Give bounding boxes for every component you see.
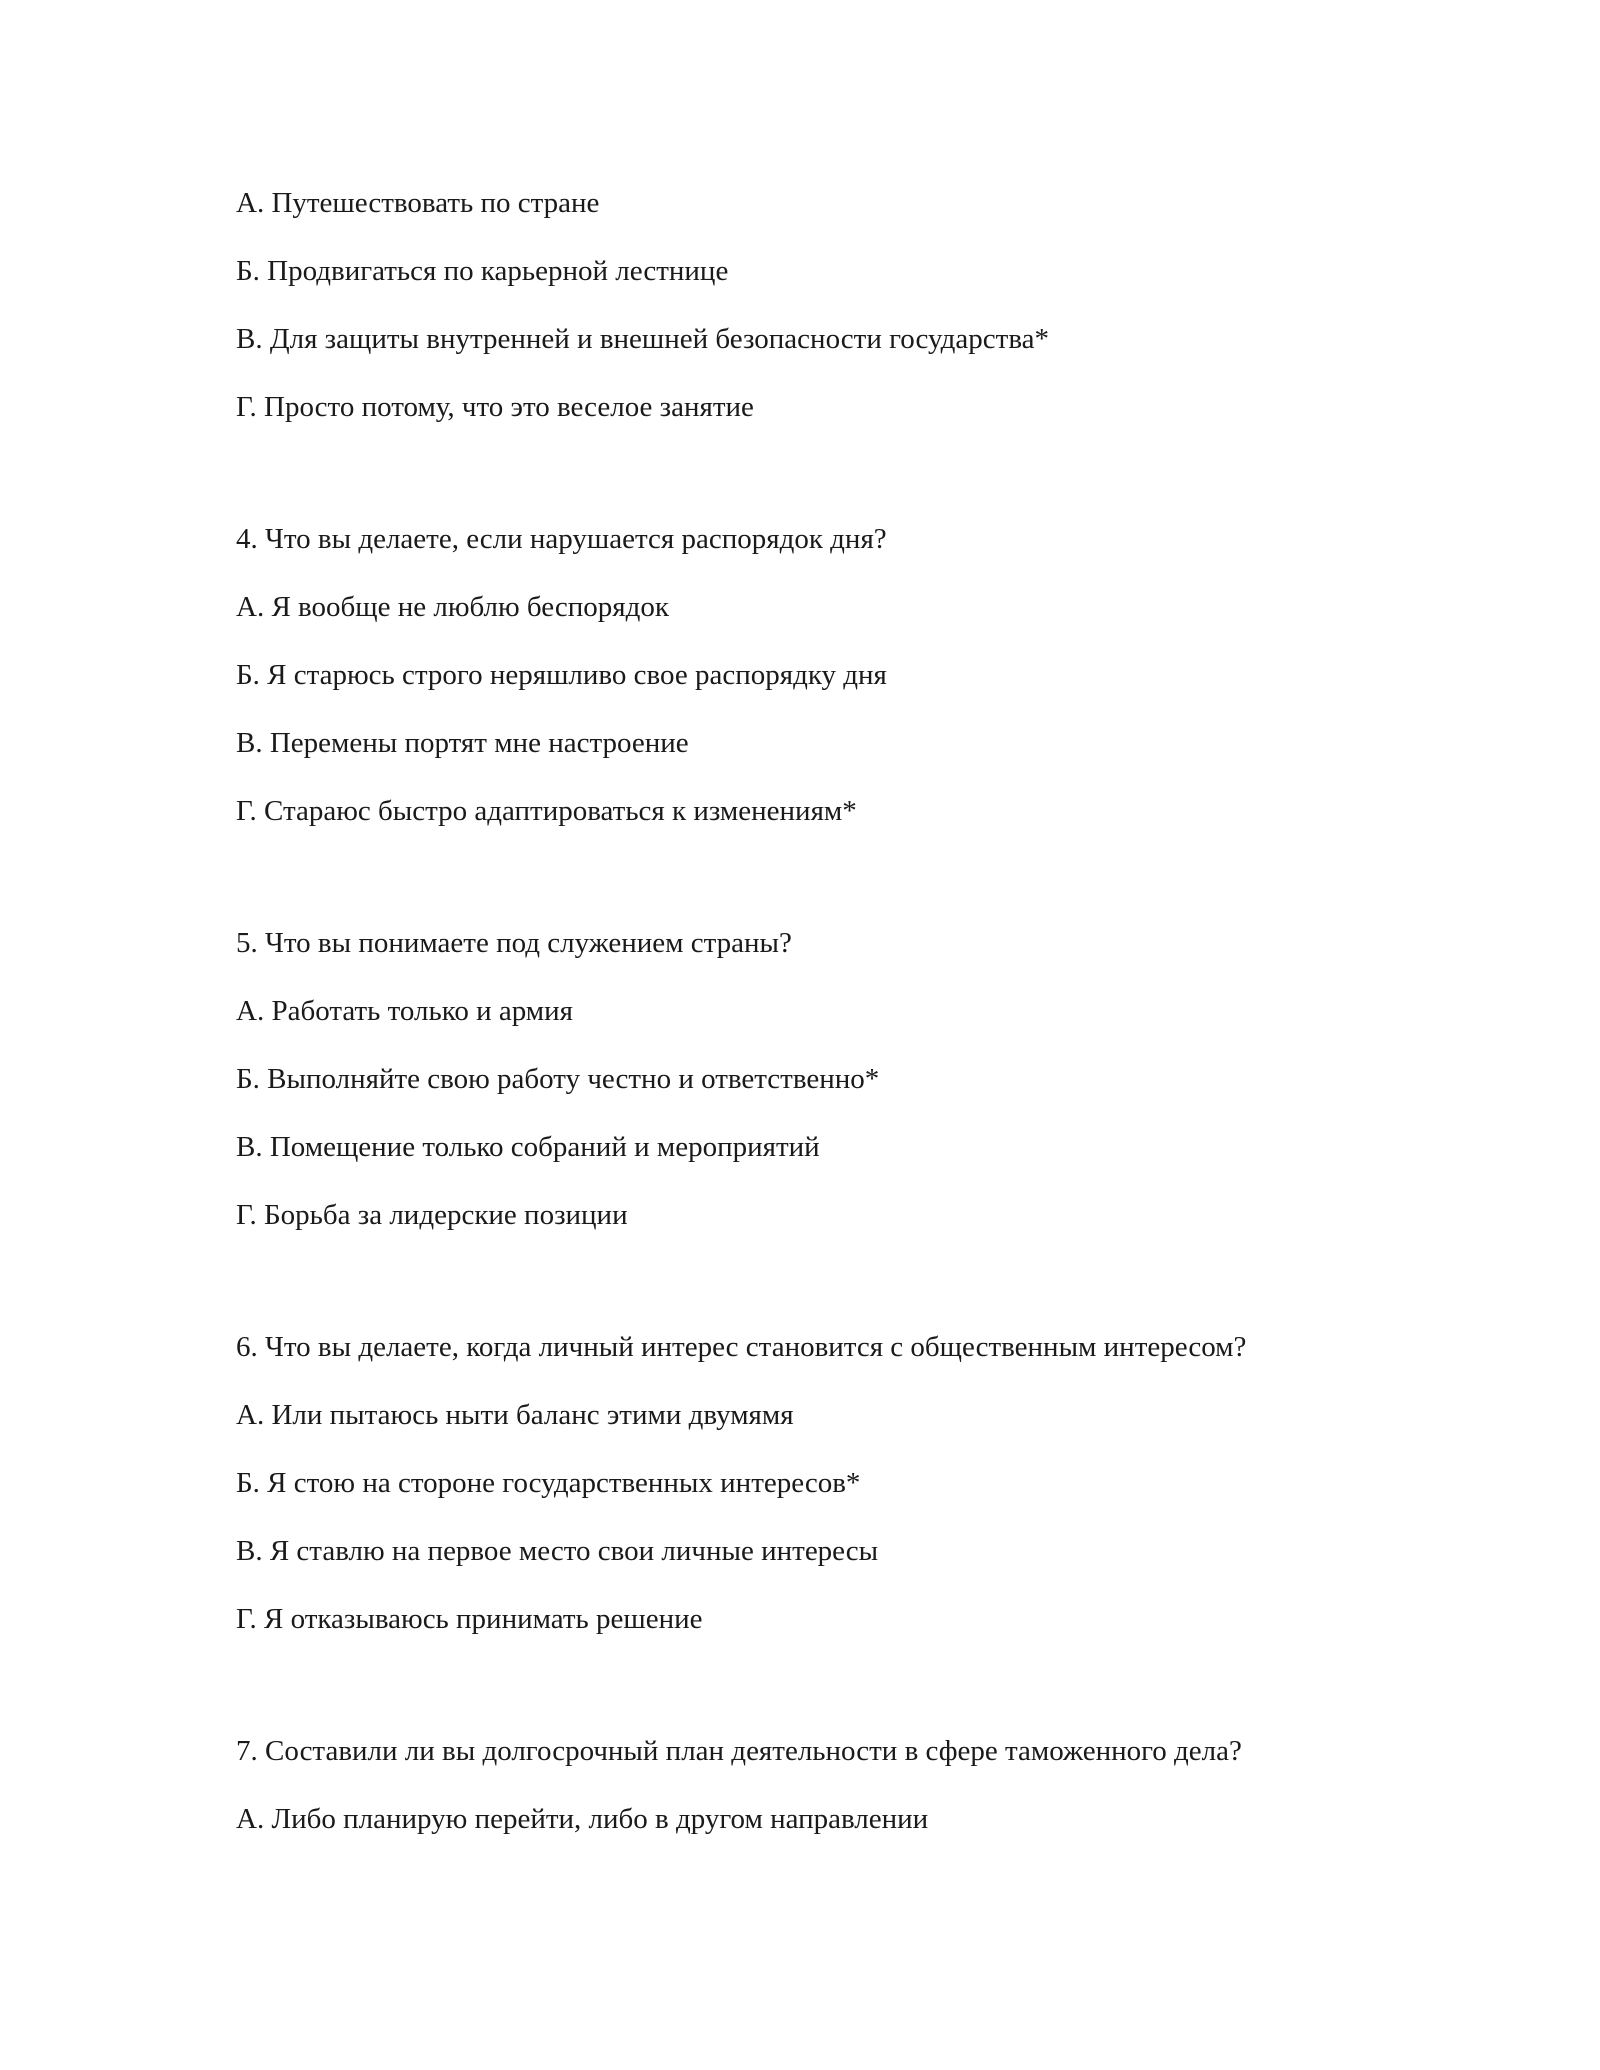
option-a: А. Я вообще не люблю беспорядок [236, 591, 669, 623]
option-v: В. Помещение только собраний и мероприятий [236, 1131, 820, 1163]
option-g: Г. Борьба за лидерские позиции [236, 1199, 628, 1231]
question-6 [236, 1328, 1436, 1638]
question-4 [236, 520, 1436, 830]
question-3-options [236, 184, 1436, 426]
option-g: Г. Просто потому, что это веселое занятие [236, 391, 754, 423]
option-g: Г. Стараюс быстро адаптироваться к изменениям* [236, 795, 857, 827]
question-text: 6. Что вы делаете, когда личный интерес становится с общественным интересом? [236, 1331, 1247, 1363]
option-a: А. Или пытаюсь ныти баланс этими двумямя [236, 1399, 794, 1431]
option-b: Б. Продвигаться по карьерной лестнице [236, 255, 729, 287]
question-text: 4. Что вы делаете, если нарушается распорядок дня? [236, 523, 887, 555]
option-v: В. Я ставлю на первое место свои личные интересы [236, 1535, 879, 1567]
spacer [236, 456, 1436, 520]
spacer [236, 1668, 1436, 1732]
question-7 [236, 1732, 1436, 1838]
question-text: 7. Составили ли вы долгосрочный план деятельности в сфере таможенного дела? [236, 1735, 1242, 1767]
option-b: Б. Выполняйте свою работу честно и ответственно* [236, 1063, 880, 1095]
question-text: 5. Что вы понимаете под служением страны? [236, 927, 792, 959]
option-b: Б. Я стою на стороне государственных интересов* [236, 1467, 861, 1499]
spacer [236, 1264, 1436, 1328]
option-b: Б. Я старюсь строго неряшливо свое распорядку дня [236, 659, 887, 691]
option-v: В. Для защиты внутренней и внешней безопасности государства* [236, 323, 1050, 355]
option-a: А. Путешествовать по стране [236, 187, 600, 219]
spacer [236, 860, 1436, 924]
questionnaire-body [236, 184, 1436, 1868]
option-g: Г. Я отказываюсь принимать решение [236, 1603, 703, 1635]
option-a: А. Работать только и армия [236, 995, 573, 1027]
question-5 [236, 924, 1436, 1234]
option-a: А. Либо планирую перейти, либо в другом направлении [236, 1803, 929, 1835]
option-v: В. Перемены портят мне настроение [236, 727, 689, 759]
